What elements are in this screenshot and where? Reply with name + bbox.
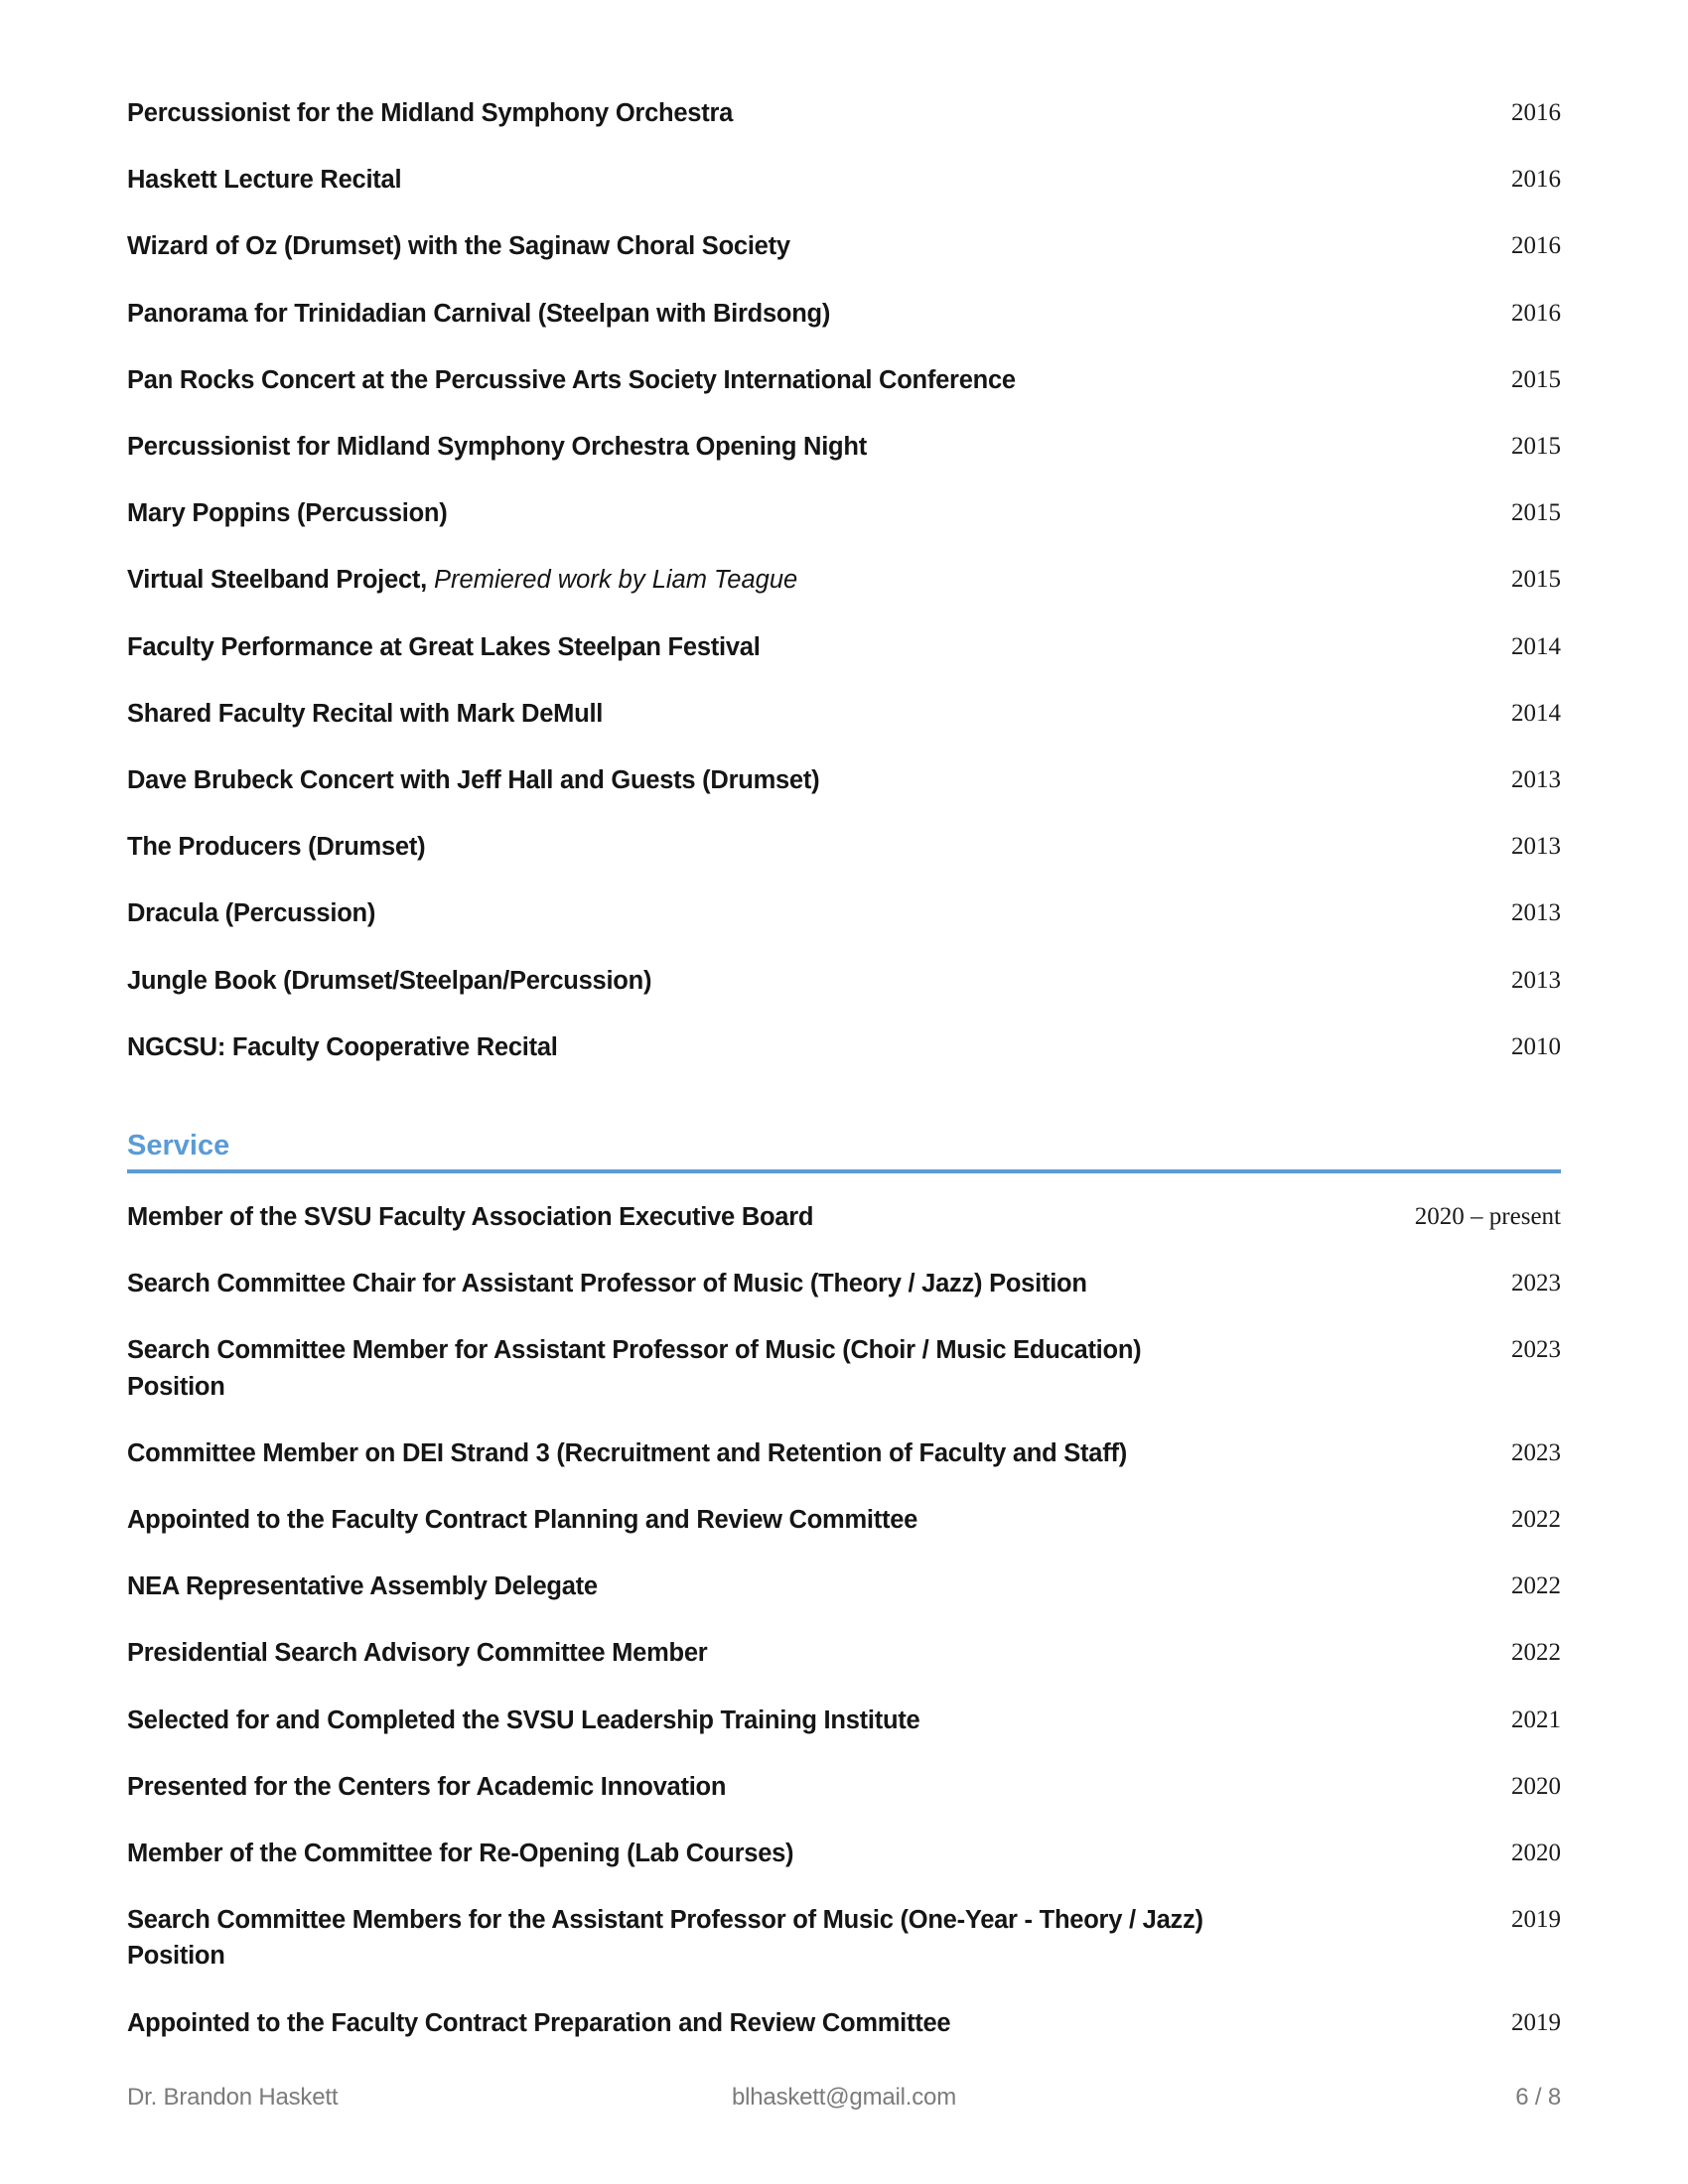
entry-year: 2016 (1511, 232, 1561, 260)
entry-year: 2022 (1511, 1505, 1561, 1533)
entry-year: 2020 – present (1414, 1202, 1561, 1230)
entry-row (127, 362, 1561, 398)
entry-label: NGCSU: Faculty Cooperative Recital (127, 1032, 558, 1061)
footer-page-number: 6 / 8 (1515, 2084, 1561, 2111)
service-section-header (127, 1131, 1561, 1173)
entry-row (127, 1902, 1561, 1974)
entry-year: 2014 (1511, 699, 1561, 727)
entry-row (127, 629, 1561, 665)
entry-label-italic: Premiered work by Liam Teague (426, 566, 798, 595)
entry-row (127, 1332, 1561, 1404)
entry-row (127, 296, 1561, 332)
section-title-service: Service (127, 1130, 230, 1162)
entry-label: Percussionist for the Midland Symphony Orchestra (127, 99, 734, 127)
entry-label: Search Committee Members for the Assistant Professor of Music (One-Year - Theory / Jazz) Position (127, 1906, 1203, 1971)
entry-year: 2016 (1511, 166, 1561, 194)
entry-row (127, 1769, 1561, 1805)
entry-year: 2016 (1511, 99, 1561, 126)
entry-label: Wizard of Oz (Drumset) with the Saginaw Choral Society (127, 232, 790, 261)
entry-label: Member of the Committee for Re-Opening (Lab Courses) (127, 1839, 794, 1867)
entry-label: Haskett Lecture Recital (127, 166, 402, 195)
entry-row (127, 762, 1561, 798)
entry-row (127, 1029, 1561, 1065)
entry-year: 2019 (1511, 1906, 1561, 1934)
entry-row (127, 1703, 1561, 1738)
entry-label: Committee Member on DEI Strand 3 (Recruitment and Retention of Faculty and Staff) (127, 1438, 1127, 1467)
entry-year: 2022 (1511, 1572, 1561, 1600)
entry-label: Appointed to the Faculty Contract Planning and Review Committee (127, 1505, 918, 1534)
entry-row (127, 895, 1561, 931)
entry-year: 2014 (1511, 632, 1561, 660)
entry-row (127, 829, 1561, 865)
section-rule (127, 1169, 1561, 1173)
entry-year: 2023 (1511, 1270, 1561, 1297)
entry-row (127, 162, 1561, 198)
entry-row (127, 696, 1561, 732)
entry-label: Jungle Book (Drumset/Steelpan/Percussion) (127, 966, 652, 995)
entry-label: Presidential Search Advisory Committee Member (127, 1639, 708, 1668)
entry-year: 2015 (1511, 499, 1561, 527)
entry-year: 2013 (1511, 966, 1561, 994)
entry-year: 2021 (1511, 1706, 1561, 1733)
entry-year: 2020 (1511, 1772, 1561, 1800)
entry-year: 2022 (1511, 1639, 1561, 1667)
performances-list (127, 95, 1561, 1065)
entry-label: Percussionist for Midland Symphony Orchestra Opening Night (127, 433, 867, 462)
entry-row (127, 963, 1561, 999)
entry-year: 2020 (1511, 1839, 1561, 1866)
entry-year: 2016 (1511, 299, 1561, 327)
entry-label: Dave Brubeck Concert with Jeff Hall and Guests (Drumset) (127, 766, 820, 795)
entry-year: 2023 (1511, 1336, 1561, 1364)
entry-label: NEA Representative Assembly Delegate (127, 1572, 598, 1601)
entry-year: 2010 (1511, 1032, 1561, 1060)
service-list (127, 1199, 1561, 2041)
entry-label: Faculty Performance at Great Lakes Steelpan Festival (127, 632, 761, 661)
page-footer (127, 2084, 1561, 2112)
entry-year: 2015 (1511, 433, 1561, 461)
entry-row (127, 1435, 1561, 1471)
entry-label: Shared Faculty Recital with Mark DeMull (127, 699, 604, 728)
footer-author-name: Dr. Brandon Haskett (127, 2084, 339, 2111)
entry-label: Virtual Steelband Project, Premiered work by Liam Teague (127, 566, 798, 595)
entry-row (127, 2005, 1561, 2041)
entry-label: Dracula (Percussion) (127, 899, 376, 928)
entry-label: Appointed to the Faculty Contract Preparation and Review Committee (127, 2008, 951, 2037)
entry-label: Search Committee Member for Assistant Professor of Music (Choir / Music Education) Position (127, 1336, 1142, 1401)
entry-year: 2015 (1511, 566, 1561, 594)
entry-year: 2019 (1511, 2008, 1561, 2036)
entry-row (127, 429, 1561, 465)
entry-year: 2023 (1511, 1438, 1561, 1466)
entry-row (127, 1266, 1561, 1301)
entry-year: 2015 (1511, 365, 1561, 393)
entry-label: The Producers (Drumset) (127, 833, 426, 862)
entry-row (127, 228, 1561, 264)
entry-row (127, 1836, 1561, 1871)
entry-row (127, 495, 1561, 531)
entry-row (127, 95, 1561, 131)
entry-label: Selected for and Completed the SVSU Leadership Training Institute (127, 1706, 920, 1734)
entry-label: Member of the SVSU Faculty Association Executive Board (127, 1202, 814, 1231)
entry-year: 2013 (1511, 833, 1561, 861)
entry-row (127, 562, 1561, 598)
entry-year: 2013 (1511, 766, 1561, 794)
entry-row (127, 1569, 1561, 1604)
entry-row (127, 1635, 1561, 1671)
footer-email: blhaskett@gmail.com (732, 2084, 956, 2111)
entry-label: Search Committee Chair for Assistant Professor of Music (Theory / Jazz) Position (127, 1270, 1087, 1298)
entry-year: 2013 (1511, 899, 1561, 927)
entry-row (127, 1199, 1561, 1235)
entry-label: Pan Rocks Concert at the Percussive Arts Society International Conference (127, 365, 1016, 394)
entry-row (127, 1502, 1561, 1538)
entry-label: Presented for the Centers for Academic Innovation (127, 1772, 727, 1801)
entry-label: Mary Poppins (Percussion) (127, 499, 448, 528)
entry-label: Panorama for Trinidadian Carnival (Steelpan with Birdsong) (127, 299, 831, 328)
